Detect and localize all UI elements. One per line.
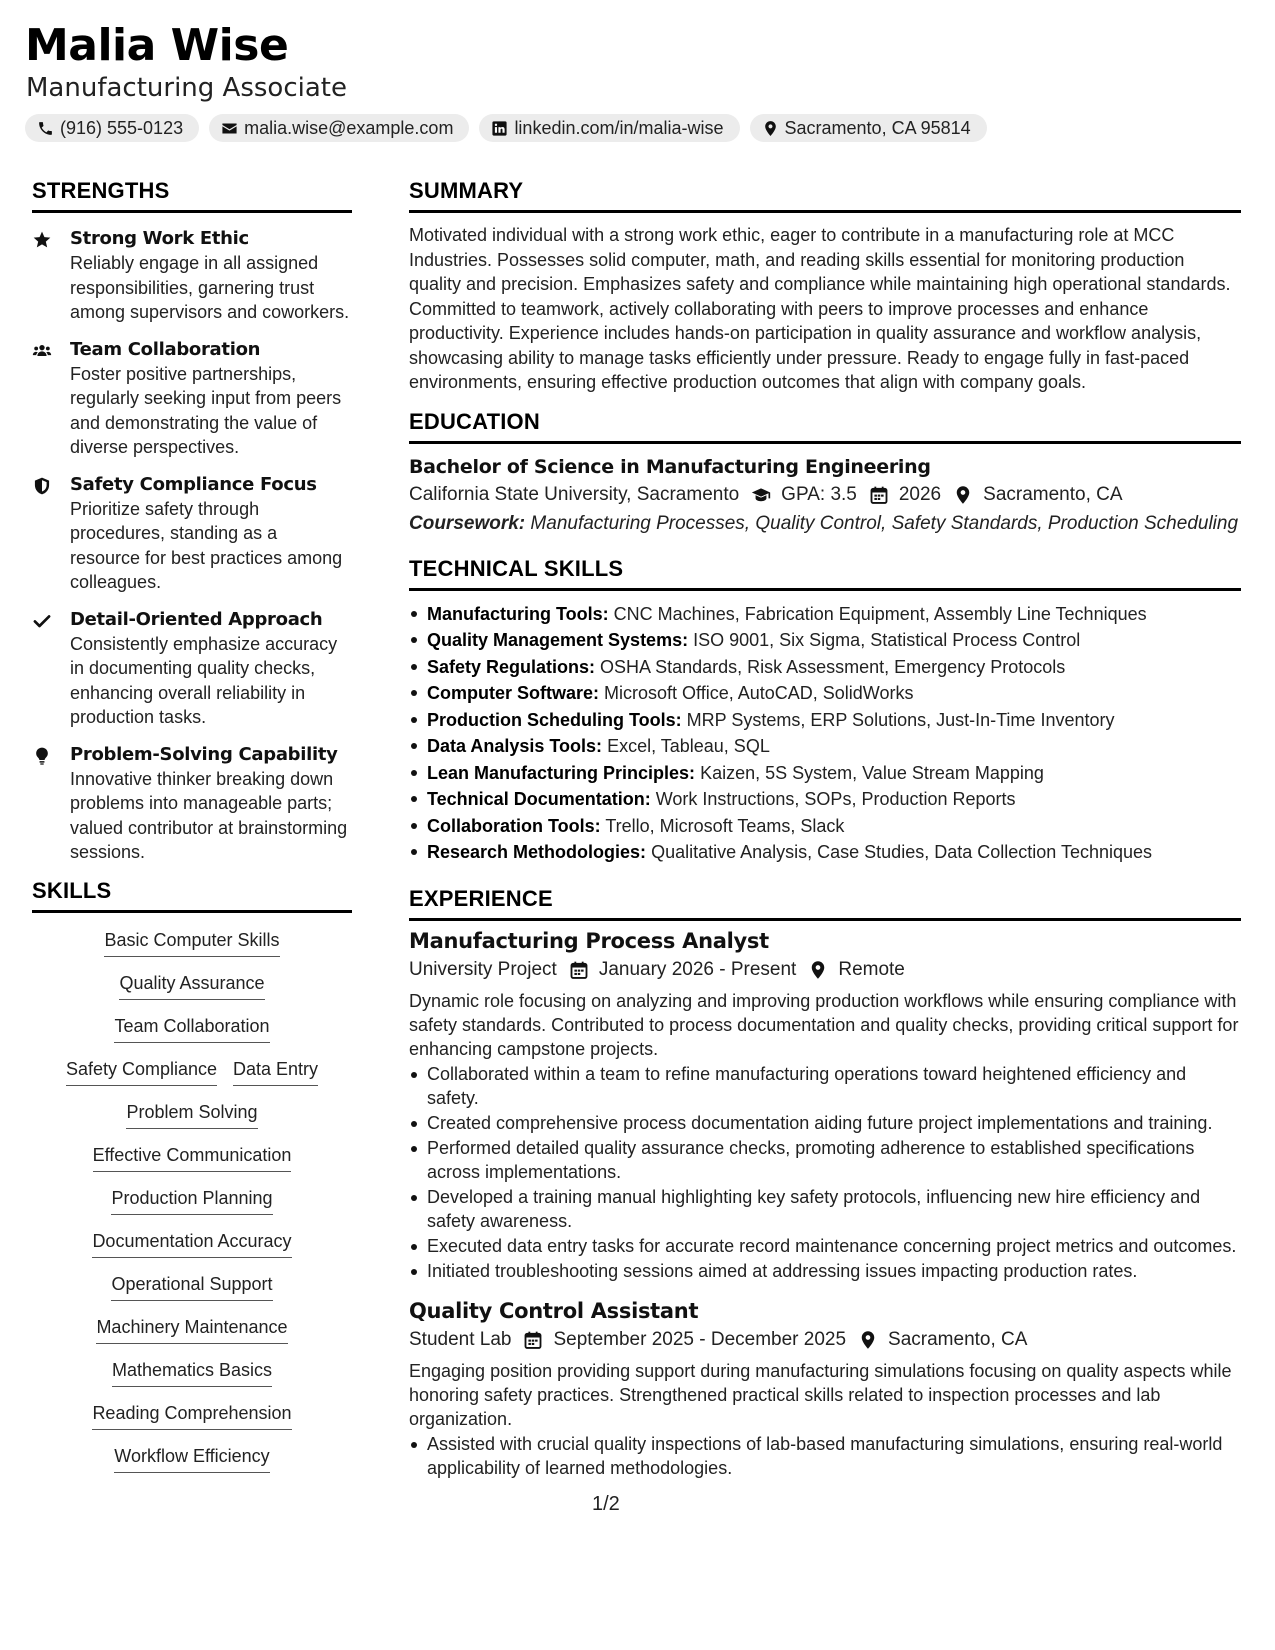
role-bullet: Assisted with crucial quality inspections of lab-based manufacturing simulations, ensuring real-world applicability of learned methodologies. xyxy=(409,1432,1241,1480)
strength-desc: Prioritize safety through procedures, standing as a resource for best practices among colleagues. xyxy=(70,498,343,592)
tech-skill-label: Manufacturing Tools: xyxy=(427,603,609,624)
tech-skill-item xyxy=(409,601,1241,628)
linkedin-text: linkedin.com/in/malia-wise xyxy=(514,117,724,138)
phone-contact[interactable] xyxy=(25,114,199,142)
contact-bar xyxy=(25,114,987,142)
map-pin-icon xyxy=(941,485,983,505)
tech-skill-value: Kaizen, 5S System, Value Stream Mapping xyxy=(700,762,1044,783)
tech-skill-item xyxy=(409,680,1241,707)
linkedin-icon xyxy=(491,120,508,137)
tech-skill-label: Collaboration Tools: xyxy=(427,815,601,836)
skill-tag: Basic Computer Skills xyxy=(104,929,279,957)
tech-skill-label: Research Methodologies: xyxy=(427,842,647,862)
tech-skill-item xyxy=(409,760,1241,787)
role-bullet: Collaborated within a team to refine manufacturing operations toward heightened efficiency and safety. xyxy=(409,1062,1241,1110)
strength-desc: Reliably engage in all assigned responsibilities, garnering trust among supervisors and coworkers. xyxy=(70,253,350,322)
check-icon xyxy=(32,608,70,730)
skill-tag: Mathematics Basics xyxy=(112,1359,272,1387)
skill-tag: Workflow Efficiency xyxy=(114,1445,269,1473)
map-pin-icon xyxy=(796,960,838,980)
coursework-label: Coursework: xyxy=(409,512,526,534)
tech-skill-value: CNC Machines, Fabrication Equipment, Assembly Line Techniques xyxy=(613,603,1147,624)
skill-tag: Reading Comprehension xyxy=(92,1402,291,1430)
technical-skills-list xyxy=(409,601,1241,866)
tech-skill-value: Qualitative Analysis, Case Studies, Data Collection Techniques xyxy=(651,842,1153,862)
left-column xyxy=(32,178,352,1473)
candidate-title: Manufacturing Associate xyxy=(26,73,347,103)
role-meta xyxy=(409,1325,1241,1355)
skill-tag: Quality Assurance xyxy=(119,972,264,1000)
location-text: Sacramento, CA 95814 xyxy=(784,117,971,138)
map-pin-icon xyxy=(846,1330,888,1350)
strength-item xyxy=(32,743,352,865)
strength-item xyxy=(32,608,352,730)
skills-heading: SKILLS xyxy=(32,878,352,913)
role-location: Sacramento, CA xyxy=(888,1328,1028,1350)
location-contact xyxy=(750,114,987,142)
envelope-icon xyxy=(221,120,238,137)
role-bullet: Initiated troubleshooting sessions aimed at addressing issues impacting production rates. xyxy=(409,1259,1241,1283)
right-column xyxy=(409,178,1241,1494)
linkedin-contact[interactable] xyxy=(479,114,739,142)
star-icon xyxy=(32,227,70,325)
tech-skill-item xyxy=(409,786,1241,813)
role-location: Remote xyxy=(838,958,905,980)
tech-skill-item xyxy=(409,813,1241,840)
tech-skill-item xyxy=(409,839,1241,866)
role-bullets xyxy=(409,1432,1241,1480)
strengths-list xyxy=(32,223,352,865)
tech-skill-label: Safety Regulations: xyxy=(427,656,596,677)
strength-item xyxy=(32,473,352,595)
calendar-icon xyxy=(511,1330,553,1350)
coursework xyxy=(409,512,1241,536)
skill-tag: Documentation Accuracy xyxy=(92,1230,291,1258)
strength-item xyxy=(32,227,352,325)
role-bullets xyxy=(409,1062,1241,1283)
skill-tag: Safety Compliance xyxy=(66,1058,217,1086)
skill-tag: Machinery Maintenance xyxy=(96,1316,287,1344)
role-bullet: Created comprehensive process documentation aiding future project implementations and training. xyxy=(409,1111,1241,1135)
role-dates: January 2026 - Present xyxy=(598,958,797,980)
strength-title: Problem-Solving Capability xyxy=(70,743,338,765)
skill-tag: Team Collaboration xyxy=(114,1015,269,1043)
page-number: 1/2 xyxy=(592,1493,620,1515)
email-contact[interactable] xyxy=(209,114,469,142)
role-description: Dynamic role focusing on analyzing and improving production workflows while ensuring compliance with safety standards. Contributed to process documentation and quality checks, providing critical support for enhancing campstone projects. xyxy=(409,990,1239,1059)
strength-title: Team Collaboration xyxy=(70,338,261,360)
role-bullet: Performed detailed quality assurance checks, promoting adherence to established specifications across implementations. xyxy=(409,1136,1241,1184)
tech-skill-value: MRP Systems, ERP Solutions, Just-In-Time Inventory xyxy=(686,709,1115,730)
strengths-heading: STRENGTHS xyxy=(32,178,352,213)
tech-skill-value: Excel, Tableau, SQL xyxy=(607,736,770,756)
tech-skill-label: Data Analysis Tools: xyxy=(427,736,603,756)
skill-tag: Production Planning xyxy=(111,1187,272,1215)
tech-skill-label: Production Scheduling Tools: xyxy=(427,709,682,730)
strength-title: Strong Work Ethic xyxy=(70,228,249,249)
role-bullet: Developed a training manual highlighting key safety protocols, influencing new hire efficiency and safety awareness. xyxy=(409,1185,1241,1233)
graduation-cap-icon xyxy=(739,485,781,505)
tech-skill-value: OSHA Standards, Risk Assessment, Emergency Protocols xyxy=(600,656,1066,677)
role-dates: September 2025 - December 2025 xyxy=(553,1328,847,1350)
tech-skill-label: Technical Documentation: xyxy=(427,789,651,809)
strength-desc: Innovative thinker breaking down problems into manageable parts; valued contributor at brainstorming sessions. xyxy=(70,768,348,862)
summary-text: Motivated individual with a strong work ethic, eager to contribute in a manufacturing role at MCC Industries. Possesses solid computer, math, and reading skills essential for monitoring production quality and precision. Emphasizes safety and compliance while maintaining high operational standards. Committed to teamwork, actively collaborating with peers to improve processes and enhance productivity. Experience includes hands-on participation in quality assurance and workflow analysis, showcasing ability to manage tasks efficiently under pressure. Ready to engage fully in fast-paced environments, ensuring effective production outcomes that align with company goals. xyxy=(409,225,1231,392)
technical-skills-heading: TECHNICAL SKILLS xyxy=(409,556,1241,591)
experience-entry xyxy=(409,1297,1241,1480)
strength-title: Safety Compliance Focus xyxy=(70,473,317,495)
calendar-icon xyxy=(557,960,599,980)
school-name: California State University, Sacramento xyxy=(409,483,740,505)
education-meta xyxy=(409,480,1241,510)
phone-text: (916) 555-0123 xyxy=(60,117,184,138)
role-description: Engaging position providing support during manufacturing simulations focusing on quality aspects while honoring safety practices. Strengthened practical skills related to inspection processes and lab organization. xyxy=(409,1360,1232,1429)
shield-icon xyxy=(32,473,70,595)
strength-title: Detail-Oriented Approach xyxy=(70,608,323,630)
tech-skill-item xyxy=(409,733,1241,760)
role-org: Student Lab xyxy=(409,1328,512,1350)
skill-tag: Data Entry xyxy=(233,1058,318,1086)
strength-item xyxy=(32,338,352,460)
experience-heading: EXPERIENCE xyxy=(409,886,1241,921)
tech-skill-value: Trello, Microsoft Teams, Slack xyxy=(605,815,845,836)
tech-skill-label: Quality Management Systems: xyxy=(427,630,689,650)
skill-tag: Operational Support xyxy=(111,1273,272,1301)
users-icon xyxy=(32,338,70,460)
calendar-icon xyxy=(857,485,899,505)
role-meta xyxy=(409,955,1241,985)
candidate-name: Malia Wise xyxy=(25,20,289,71)
education-heading: EDUCATION xyxy=(409,409,1241,444)
tech-skill-item xyxy=(409,654,1241,681)
tech-skill-item xyxy=(409,627,1241,654)
map-pin-icon xyxy=(762,120,779,137)
tech-skill-value: Work Instructions, SOPs, Production Reports xyxy=(655,789,1016,809)
strength-desc: Consistently emphasize accuracy in documenting quality checks, enhancing overall reliability in production tasks. xyxy=(70,633,338,727)
experience-entry xyxy=(409,927,1241,1283)
role-bullet: Executed data entry tasks for accurate record maintenance concerning project metrics and outcomes. xyxy=(409,1234,1241,1258)
email-text: malia.wise@example.com xyxy=(244,117,454,138)
tech-skill-item xyxy=(409,707,1241,734)
skills-list xyxy=(32,923,352,1473)
graduation-year: 2026 xyxy=(898,483,942,505)
tech-skill-label: Lean Manufacturing Principles: xyxy=(427,762,696,783)
role-title: Manufacturing Process Analyst xyxy=(409,928,769,953)
tech-skill-label: Computer Software: xyxy=(427,683,600,703)
tech-skill-value: ISO 9001, Six Sigma, Statistical Process Control xyxy=(693,630,1081,650)
tech-skill-value: Microsoft Office, AutoCAD, SolidWorks xyxy=(604,683,914,703)
lightbulb-icon xyxy=(32,743,70,865)
role-org: University Project xyxy=(409,958,557,980)
gpa-text: GPA: 3.5 xyxy=(781,483,857,505)
skill-tag: Problem Solving xyxy=(126,1101,257,1129)
phone-icon xyxy=(37,120,54,137)
skill-tag: Effective Communication xyxy=(93,1144,292,1172)
strength-desc: Foster positive partnerships, regularly seeking input from peers and demonstrating the value of diverse perspectives. xyxy=(70,363,342,457)
coursework-list: Manufacturing Processes, Quality Control, Safety Standards, Production Scheduling xyxy=(530,512,1239,534)
education-location: Sacramento, CA xyxy=(983,483,1123,505)
summary-heading: SUMMARY xyxy=(409,178,1241,213)
degree-title: Bachelor of Science in Manufacturing Engineering xyxy=(409,455,931,478)
role-title: Quality Control Assistant xyxy=(409,1298,699,1323)
